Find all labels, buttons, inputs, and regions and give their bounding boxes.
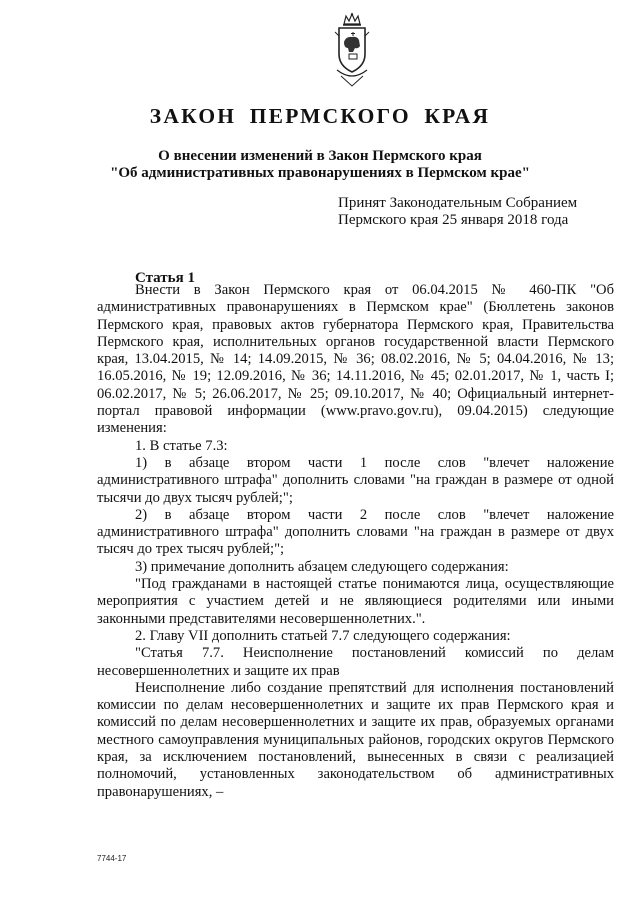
article-paragraph: 3) примечание дополнить абзацем следующего содержания: bbox=[135, 558, 509, 575]
article-body bbox=[97, 282, 614, 801]
adoption-line: Принят Законодательным Собранием bbox=[338, 195, 578, 211]
subtitle-line: "Об административных правонарушениях в Пермском крае" bbox=[110, 165, 530, 181]
coat-of-arms-icon bbox=[331, 12, 373, 88]
article-paragraph: "Под гражданами в настоящей статье понимаются лица, осуществляющие мероприятия с участием детей и не являющиеся родителями или иными законными представителями несовершеннолетних.". bbox=[97, 576, 614, 627]
law-subtitle bbox=[0, 148, 640, 182]
adoption-line: Пермского края 25 января 2018 года bbox=[338, 212, 569, 228]
article-paragraph: 2. Главу VII дополнить статьей 7.7 следующего содержания: bbox=[135, 627, 511, 644]
law-title: ЗАКОН ПЕРМСКОГО КРАЯ bbox=[149, 104, 491, 128]
article-paragraph: 2) в абзаце втором части 2 после слов "влечет наложение административного штрафа" дополнить словами "на граждан в размере от двух тысяч до трех тысяч рублей;"; bbox=[97, 506, 614, 558]
article-paragraph: Неисполнение либо создание препятствий для исполнения постановлений комиссии по делам несовершеннолетних и защите их прав Пермского края и комиссий по делам несовершеннолетних и защите их прав, образуемых органами местного самоуправления муниципальных районов, городских округов Пермского края, за исключением постановлений, вынесенных в связи с реализацией полномочий, установленных законодательством об административных правонарушениях, – bbox=[97, 679, 614, 800]
subtitle-line: О внесении изменений в Закон Пермского края bbox=[158, 148, 482, 164]
article-paragraph: "Статья 7.7. Неисполнение постановлений комиссий по делам несовершеннолетних и защите их прав bbox=[97, 645, 614, 679]
article-heading: Статья 1 bbox=[135, 270, 195, 286]
adoption-note bbox=[338, 195, 577, 229]
article-paragraph: Внести в Закон Пермского края от 06.04.2015 № 460-ПК "Об административных правонарушениях в Пермском крае" (Бюллетень законов Пермского края, правовых актов губернатора Пермского края, Правительства Пермского края, исполнительных органов государственной власти Пермского края, 13.04.2015, № 14; 14.09.2015, № 36; 08.02.2016, № 5; 04.04.2016, № 13; 16.05.2016, № 19; 12.09.2016, № 36; 14.11.2016, № 45; 02.01.2017, № 1, часть I; 06.02.2017, № 5; 26.06.2017, № 25; 09.10.2017, № 40; Официальный интернет-портал правовой информации (www.pravo.gov.ru), 09.04.2015) следующие изменения: bbox=[97, 282, 614, 437]
document-code: 7744-17 bbox=[97, 854, 127, 863]
article-paragraph: 1) в абзаце втором части 1 после слов "влечет наложение административного штрафа" дополнить словами "на граждан в размере от одной тысячи до двух тысяч рублей;"; bbox=[97, 454, 614, 506]
article-paragraph: 1. В статье 7.3: bbox=[135, 437, 228, 454]
